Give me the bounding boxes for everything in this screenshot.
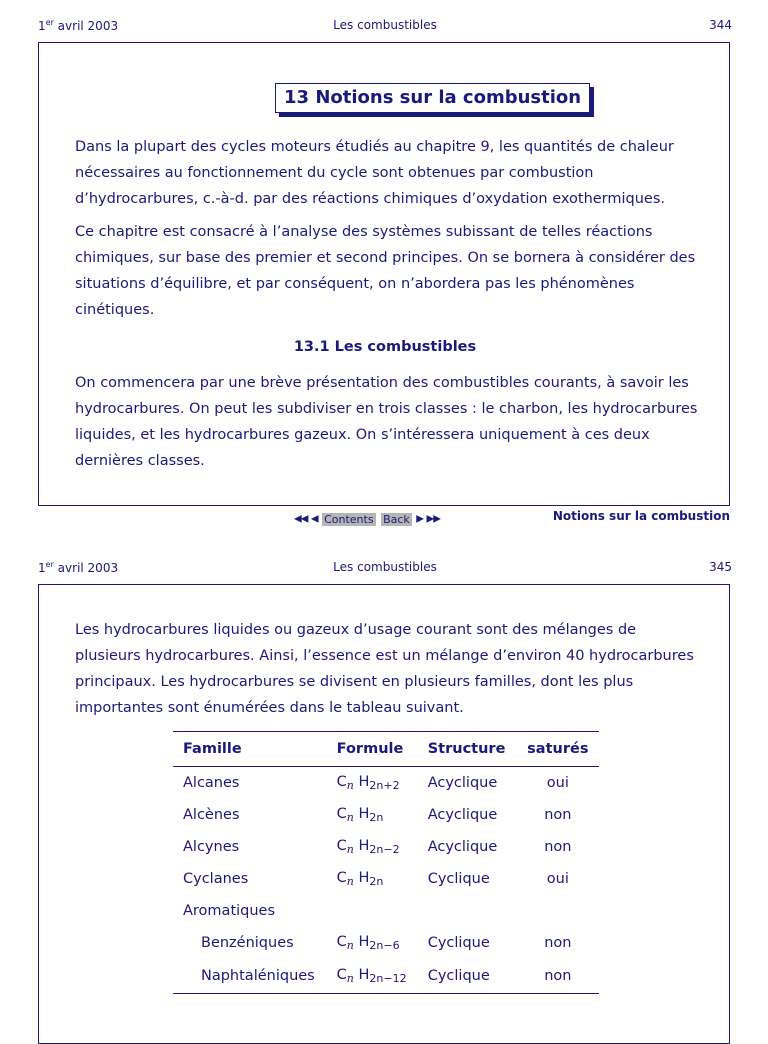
header-section: Les combustibles bbox=[333, 18, 437, 32]
column-header: Famille bbox=[173, 732, 327, 767]
famille-cell: Alcanes bbox=[183, 775, 240, 791]
page-header bbox=[38, 560, 732, 580]
hydrocarbon-families-table bbox=[173, 731, 599, 994]
structure-cell bbox=[418, 895, 517, 927]
table-row bbox=[173, 959, 599, 994]
formule-cell: $C_n$ $H_{2n}$ bbox=[336, 870, 384, 888]
table-row bbox=[173, 927, 599, 959]
paragraph: Dans la plupart des cycles moteurs étudiés au chapitre 9, les quantités de chaleur nécessaires au fonctionnement du cycle sont obtenues par combustion d’hydrocarbures, c.-à-d. par des réactions chimiques d’oxydation exothermiques. bbox=[75, 139, 674, 207]
famille-cell: Alcynes bbox=[183, 839, 240, 855]
famille-cell: Cyclanes bbox=[183, 871, 249, 887]
formule-cell: $C_n$ $H_{2n-12}$ bbox=[327, 959, 418, 994]
header-section: Les combustibles bbox=[333, 560, 437, 574]
next-page-icon[interactable]: ▶ bbox=[416, 513, 423, 525]
page-navigation bbox=[294, 512, 440, 530]
structure-cell: Cyclique bbox=[427, 871, 490, 887]
satures-cell: oui bbox=[546, 775, 569, 791]
structure-cell: Acyclique bbox=[427, 775, 498, 791]
contents-button[interactable]: Contents bbox=[324, 512, 374, 526]
famille-cell: Benzéniques bbox=[201, 935, 294, 951]
formule-cell: $C_n$ $H_{2n-2}$ bbox=[336, 838, 400, 856]
structure-cell: Acyclique bbox=[427, 807, 498, 823]
table-row bbox=[173, 831, 599, 863]
table-header-row bbox=[173, 732, 599, 767]
column-header: Formule bbox=[327, 732, 418, 767]
column-header: saturés bbox=[517, 732, 599, 767]
famille-cell: Alcènes bbox=[183, 807, 240, 823]
table-row bbox=[173, 895, 599, 927]
table-body bbox=[173, 767, 599, 994]
prev-page-icon[interactable]: ◀ bbox=[310, 513, 318, 525]
formule-cell: $C_n$ $H_{2n}$ bbox=[336, 806, 384, 824]
table-row bbox=[173, 799, 599, 831]
structure-cell: Cyclique bbox=[427, 935, 490, 951]
header-page-number: 345 bbox=[709, 560, 732, 574]
column-header: Structure bbox=[418, 732, 517, 767]
paragraph: Ce chapitre est consacré à l’analyse des systèmes subissant de telles réactions chimiques, sur base des premier et second principes. On se bornera à considérer des situations d’équilibre, et par conséquent, on n’abordera pas les phénomènes cinétiques. bbox=[75, 224, 696, 318]
satures-cell: non bbox=[544, 807, 572, 823]
formule-cell: $C_n$ $H_{2n-6}$ bbox=[336, 934, 400, 952]
satures-cell: non bbox=[517, 959, 599, 994]
structure-cell: Acyclique bbox=[427, 839, 498, 855]
famille-cell: Aromatiques bbox=[183, 903, 276, 919]
header-date: 1er avril 2003 bbox=[38, 18, 119, 33]
paragraph: Les hydrocarbures liquides ou gazeux d’usage courant sont des mélanges de plusieurs hydrocarbures. Ainsi, l’essence est un mélange d’environ 40 hydrocarbures principaux. Les hydrocarbures se divisent en plusieurs familles, dont les plus importantes sont énumérées dans le tableau suivant. bbox=[75, 622, 694, 716]
page-frame bbox=[38, 584, 730, 1044]
nav-chapter-link[interactable]: Notions sur la combustion bbox=[552, 509, 730, 523]
table-row bbox=[173, 863, 599, 895]
paragraph: On commencera par une brève présentation des combustibles courants, à savoir les hydrocarbures. On peut les subdiviser en trois classes : le charbon, les hydrocarbures liquides, et les hydrocarbures gazeux. On s’intéressera uniquement à ces deux dernières classes. bbox=[75, 375, 698, 469]
page-frame bbox=[38, 42, 730, 506]
header-page-number: 344 bbox=[709, 18, 732, 32]
formule-cell: $C_n$ $H_{2n+2}$ bbox=[336, 774, 400, 792]
structure-cell: Cyclique bbox=[418, 959, 517, 994]
table-row bbox=[173, 767, 599, 800]
formule-cell bbox=[327, 895, 418, 927]
back-button[interactable]: Back bbox=[383, 512, 410, 526]
chapter-title: 13 Notions sur la combustion bbox=[275, 83, 590, 113]
page-header bbox=[38, 18, 732, 38]
satures-cell: non bbox=[544, 839, 572, 855]
first-page-icon[interactable]: ◀◀ bbox=[294, 513, 308, 525]
header-date: 1er avril 2003 bbox=[38, 560, 119, 575]
section-title: 13.1 Les combustibles bbox=[293, 339, 477, 355]
satures-cell: non bbox=[544, 935, 572, 951]
last-page-icon[interactable]: ▶▶ bbox=[426, 513, 440, 525]
satures-cell bbox=[517, 895, 599, 927]
famille-cell: Naphtaléniques bbox=[173, 959, 327, 994]
satures-cell: oui bbox=[546, 871, 569, 887]
